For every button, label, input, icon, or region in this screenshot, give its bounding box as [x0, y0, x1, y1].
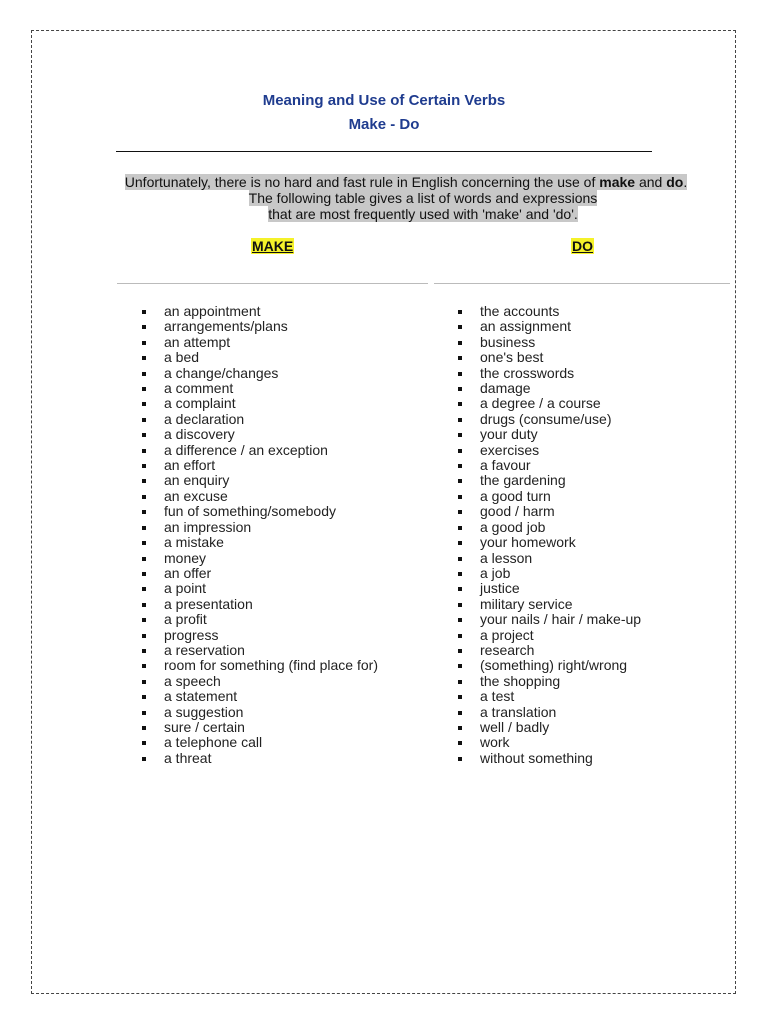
- do-list-item: good / harm: [458, 504, 641, 519]
- make-list: [142, 304, 378, 766]
- do-list-item: an assignment: [458, 319, 641, 334]
- do-list-item: a good turn: [458, 489, 641, 504]
- make-list-item: money: [142, 551, 378, 566]
- make-list-item: a discovery: [142, 427, 378, 442]
- title-divider: [116, 151, 652, 152]
- do-list-item: a good job: [458, 520, 641, 535]
- do-list-item: a project: [458, 628, 641, 643]
- make-list-item: an attempt: [142, 335, 378, 350]
- make-list-item: a bed: [142, 350, 378, 365]
- make-list-item: a comment: [142, 381, 378, 396]
- make-list-item: an impression: [142, 520, 378, 535]
- do-list-item: one's best: [458, 350, 641, 365]
- make-list-item: a complaint: [142, 396, 378, 411]
- do-list-item: military service: [458, 597, 641, 612]
- make-list-item: a change/changes: [142, 366, 378, 381]
- make-list-item: a suggestion: [142, 705, 378, 720]
- do-list-item: your nails / hair / make-up: [458, 612, 641, 627]
- do-list-item: a favour: [458, 458, 641, 473]
- make-list-item: a presentation: [142, 597, 378, 612]
- make-list-item: a mistake: [142, 535, 378, 550]
- make-list-item: an enquiry: [142, 473, 378, 488]
- page-title: Meaning and Use of Certain Verbs: [262, 92, 506, 109]
- make-list-item: an offer: [142, 566, 378, 581]
- do-list: [458, 304, 641, 766]
- intro-line-1: Unfortunately, there is no hard and fast rule in English concerning the use of make and do.: [124, 174, 688, 190]
- make-heading: MAKE: [252, 238, 294, 254]
- do-list-item: work: [458, 735, 641, 750]
- do-list-item: the accounts: [458, 304, 641, 319]
- do-list-item: justice: [458, 581, 641, 596]
- make-list-item: a speech: [142, 674, 378, 689]
- make-list-item: a reservation: [142, 643, 378, 658]
- make-list-item: a point: [142, 581, 378, 596]
- make-list-item: a threat: [142, 751, 378, 766]
- do-list-item: a job: [458, 566, 641, 581]
- intro-line-2: The following table gives a list of words and expressions: [248, 190, 598, 206]
- page-subtitle: Make - Do: [348, 116, 420, 133]
- do-list-item: a lesson: [458, 551, 641, 566]
- do-list-item: drugs (consume/use): [458, 412, 641, 427]
- make-list-item: arrangements/plans: [142, 319, 378, 334]
- do-list-item: research: [458, 643, 641, 658]
- do-list-item: exercises: [458, 443, 641, 458]
- make-list-item: a profit: [142, 612, 378, 627]
- do-list-item: well / badly: [458, 720, 641, 735]
- do-list-item: without something: [458, 751, 641, 766]
- make-list-item: sure / certain: [142, 720, 378, 735]
- do-list-item: a test: [458, 689, 641, 704]
- make-list-item: a statement: [142, 689, 378, 704]
- do-heading: DO: [572, 238, 593, 254]
- make-list-item: a difference / an exception: [142, 443, 378, 458]
- make-list-item: progress: [142, 628, 378, 643]
- do-list-item: the gardening: [458, 473, 641, 488]
- make-list-item: room for something (find place for): [142, 658, 378, 673]
- make-list-item: a declaration: [142, 412, 378, 427]
- make-list-item: a telephone call: [142, 735, 378, 750]
- do-list-item: damage: [458, 381, 641, 396]
- do-list-item: business: [458, 335, 641, 350]
- do-list-item: your homework: [458, 535, 641, 550]
- make-column-divider: [117, 283, 428, 284]
- make-list-item: an excuse: [142, 489, 378, 504]
- do-list-item: your duty: [458, 427, 641, 442]
- do-list-item: a translation: [458, 705, 641, 720]
- make-list-item: fun of something/somebody: [142, 504, 378, 519]
- make-list-item: an effort: [142, 458, 378, 473]
- do-list-item: the crosswords: [458, 366, 641, 381]
- make-list-item: an appointment: [142, 304, 378, 319]
- do-list-item: a degree / a course: [458, 396, 641, 411]
- do-column-divider: [434, 283, 730, 284]
- do-list-item: the shopping: [458, 674, 641, 689]
- do-list-item: (something) right/wrong: [458, 658, 641, 673]
- intro-line-3: that are most frequently used with 'make' and 'do'.: [268, 206, 578, 222]
